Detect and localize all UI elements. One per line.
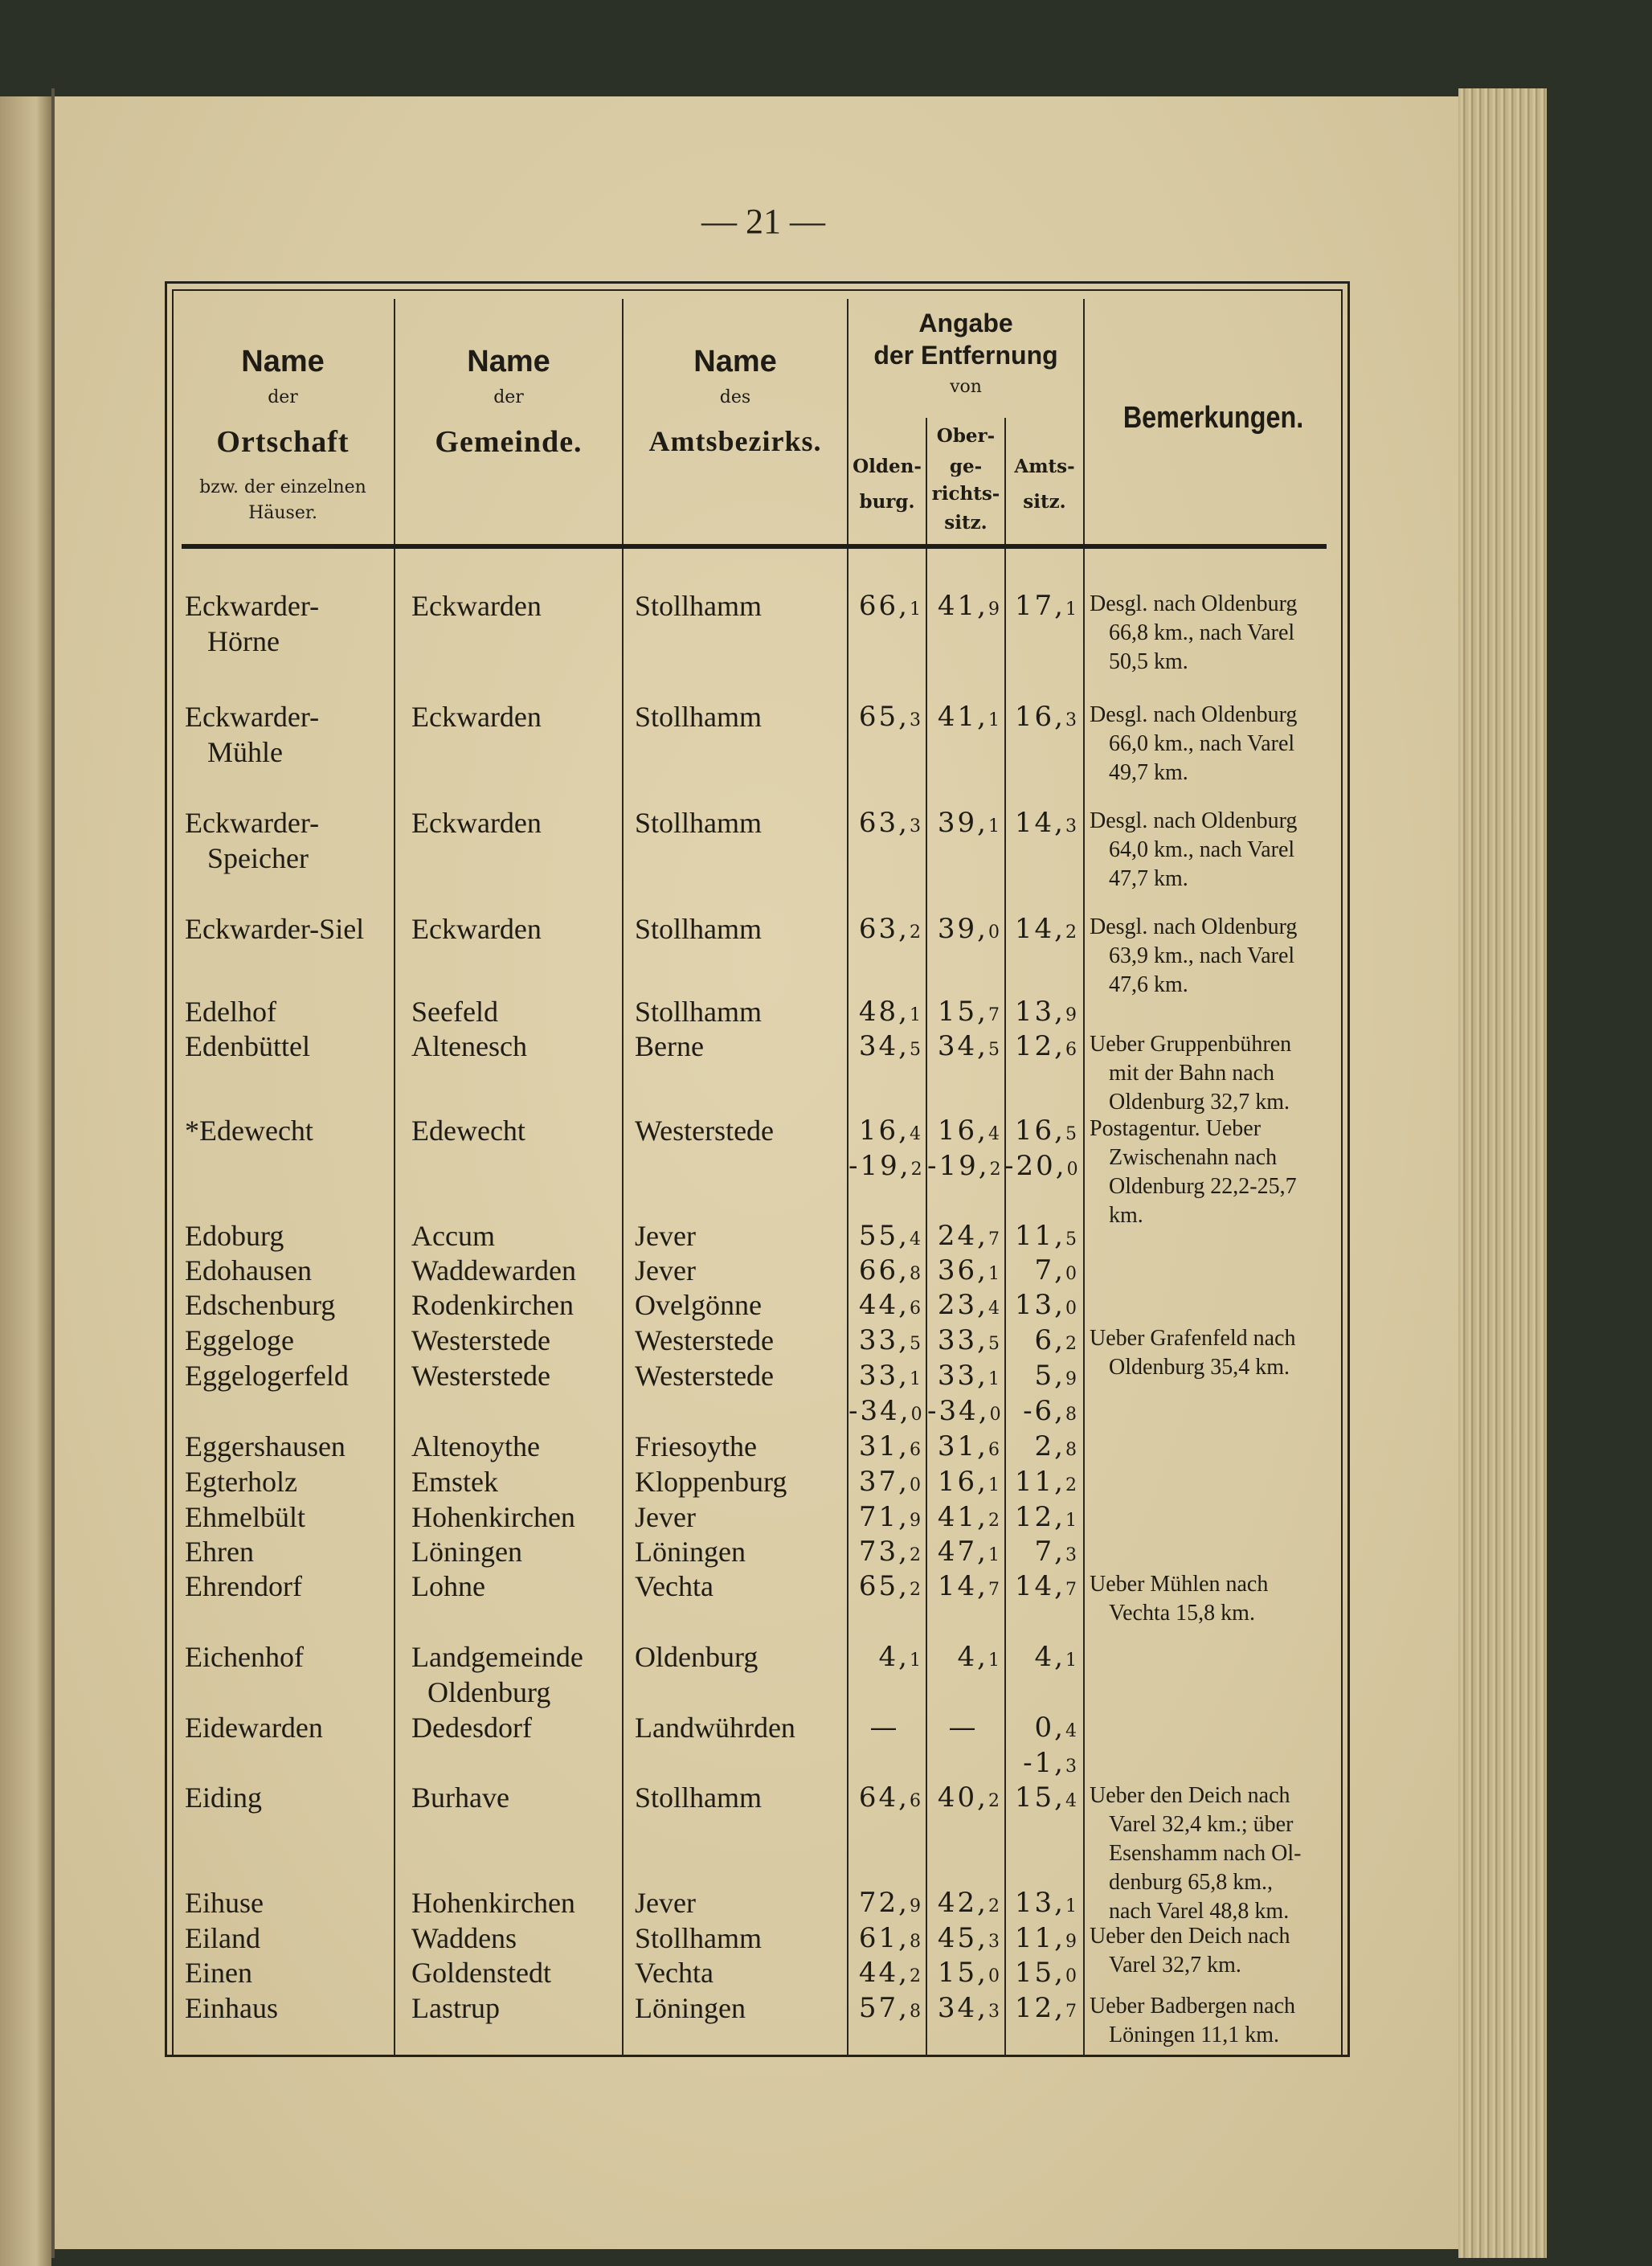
gemeinde-name: Waddewarden [411, 1254, 576, 1286]
distance-oldenburg: 66,8 [858, 1254, 921, 1286]
ortschaft-name: Eggelogerfeld [185, 1360, 349, 1392]
ortschaft-name: Einen [185, 1957, 252, 1989]
gemeinde-name: Goldenstedt [411, 1957, 551, 1989]
header-gemeinde-der: der [493, 387, 524, 407]
amtsbezirk-name: Stollhamm [635, 590, 763, 622]
distance-oldenburg: -34,0 [848, 1395, 922, 1427]
bemerkung-line: Oldenburg 32,7 km. [1109, 1090, 1290, 1115]
ortschaft-name: Eidewarden [185, 1712, 323, 1744]
gemeinde-name: Eckwarden [411, 590, 542, 622]
distance-oldenburg: 4,1 [878, 1641, 921, 1673]
distance-amtssitz: 7,3 [1034, 1536, 1077, 1568]
amtsbezirk-name: Stollhamm [635, 1922, 763, 1954]
gemeinde-name: Rodenkirchen [411, 1289, 574, 1321]
bemerkung-line: Zwischenahn nach [1109, 1145, 1278, 1170]
distance-amtssitz: 14,2 [1014, 913, 1077, 945]
header-ort-der: der [268, 387, 298, 407]
bemerkung-line: 66,0 km., nach Varel [1109, 731, 1295, 756]
amtsbezirk-name: Löningen [635, 1992, 746, 2024]
bemerkung-line: Ueber Gruppenbühren [1090, 1032, 1292, 1057]
distance-oldenburg: 64,6 [858, 1781, 921, 1814]
ortschaft-name: Ehrendorf [185, 1570, 302, 1602]
distance-obergerichtssitz: 42,2 [937, 1887, 1000, 1919]
distance-amtssitz: 2,8 [1034, 1430, 1077, 1462]
distance-oldenburg: 16,4 [858, 1115, 921, 1147]
ortschaft-name: Hörne [207, 625, 280, 657]
header-amtssitz-l1: Amts- [1014, 456, 1075, 477]
amtsbezirk-name: Westerstede [635, 1360, 775, 1392]
page-stack-edge [1458, 88, 1547, 2258]
distance-amtssitz: 12,6 [1014, 1030, 1077, 1062]
distance-amtssitz: 15,4 [1014, 1781, 1077, 1814]
distance-oldenburg: 72,9 [858, 1887, 921, 1919]
header-oldenburg-l1: Olden- [853, 456, 922, 477]
bemerkung-line: km. [1109, 1203, 1143, 1228]
bemerkung [1090, 1992, 1355, 2050]
distance-oldenburg: 33,5 [858, 1324, 921, 1356]
distance-oldenburg: 55,4 [858, 1220, 921, 1252]
distance-amtssitz: 11,9 [1014, 1922, 1077, 1954]
distance-amtssitz: 13,0 [1014, 1289, 1077, 1321]
distance-amtssitz: 17,1 [1014, 590, 1077, 622]
bemerkung-line: 64,0 km., nach Varel [1109, 837, 1295, 862]
amtsbezirk-name: Jever [635, 1887, 696, 1919]
header-amt-title: Amtsbezirks. [648, 425, 822, 457]
ortschaft-name: Eihuse [185, 1887, 264, 1919]
amtsbezirk-name: Westerstede [635, 1324, 775, 1356]
bemerkung-line: Desgl. nach Oldenburg [1090, 702, 1298, 727]
gemeinde-name: Eckwarden [411, 913, 542, 945]
bemerkung-line: Vechta 15,8 km. [1109, 1601, 1255, 1626]
bemerkung-line: 63,9 km., nach Varel [1109, 943, 1295, 968]
header-ort-title: Ortschaft [216, 425, 350, 459]
gemeinde-name: Lastrup [411, 1992, 500, 2024]
ortschaft-name: Eiland [185, 1922, 260, 1954]
col-divider-6 [1083, 299, 1085, 2055]
gemeinde-name: Altenoythe [411, 1430, 540, 1462]
distance-oldenburg: 57,8 [858, 1992, 921, 2024]
distance-obergerichtssitz: 16,4 [937, 1115, 1000, 1147]
gemeinde-name: Oldenburg [427, 1676, 551, 1708]
distance-obergerichtssitz: 41,1 [937, 701, 1000, 733]
bemerkung [1090, 1570, 1355, 1628]
gemeinde-name: Westerstede [411, 1360, 551, 1392]
bemerkung [1090, 1781, 1355, 1926]
bemerkung [1090, 807, 1355, 894]
ortschaft-name: Edenbüttel [185, 1030, 310, 1062]
distance-obergerichtssitz: 36,1 [937, 1254, 1000, 1286]
bemerkung-line: Oldenburg 22,2-25,7 [1109, 1174, 1297, 1199]
header-oldenburg-l2: burg. [859, 491, 915, 513]
ortschaft-name: Ehmelbült [185, 1501, 305, 1533]
distance-amtssitz: 11,5 [1014, 1220, 1077, 1252]
gemeinde-name: Dedesdorf [411, 1712, 532, 1744]
gemeinde-name: Altenesch [411, 1030, 527, 1062]
ortschaft-name: Edoburg [185, 1220, 284, 1252]
ortschaft-name: Mühle [207, 736, 283, 768]
distance-obergerichtssitz: 23,4 [937, 1289, 1000, 1321]
distance-oldenburg: 44,6 [858, 1289, 921, 1321]
distance-obergerichtssitz: 34,3 [937, 1992, 1000, 2024]
distance-amtssitz: 13,9 [1014, 996, 1077, 1028]
amtsbezirk-name: Vechta [635, 1570, 714, 1602]
bemerkung-line: Desgl. nach Oldenburg [1090, 914, 1298, 939]
bemerkung-line: denburg 65,8 km., [1109, 1870, 1274, 1895]
distance-amtssitz: 16,5 [1014, 1115, 1077, 1147]
distance-amtssitz: 6,2 [1034, 1324, 1077, 1356]
distance-oldenburg: — [869, 1712, 900, 1744]
bemerkung-line: 49,7 km. [1109, 760, 1188, 785]
distance-obergerichtssitz: 14,7 [937, 1570, 1000, 1602]
col-divider-1 [394, 299, 395, 2055]
bemerkung-line: 47,7 km. [1109, 866, 1188, 891]
distance-oldenburg: 63,3 [858, 807, 921, 839]
bemerkung [1090, 1922, 1355, 1980]
header-rule [182, 544, 1327, 549]
distance-amtssitz: 4,1 [1034, 1641, 1077, 1673]
amtsbezirk-name: Stollhamm [635, 913, 763, 945]
distance-oldenburg: 44,2 [858, 1957, 921, 1989]
header-obergericht-l2: ge- [949, 456, 983, 477]
distance-amtssitz: 0,4 [1034, 1712, 1077, 1744]
ortschaft-name: Eckwarder- [185, 807, 320, 839]
bemerkung [1090, 1115, 1355, 1230]
header-obergericht-l1: Ober- [936, 425, 996, 447]
distance-obergerichtssitz: 16,1 [937, 1466, 1000, 1498]
header-entfernung-line1: Angabe [918, 309, 1013, 337]
bemerkung-line: Ueber Badbergen nach [1090, 1994, 1296, 2019]
distance-obergerichtssitz: 34,5 [937, 1030, 1000, 1062]
header-entfernung-line3: von [950, 377, 982, 397]
gemeinde-name: Waddens [411, 1922, 517, 1954]
distance-amtssitz: 16,3 [1014, 701, 1077, 733]
amtsbezirk-name: Oldenburg [635, 1641, 759, 1673]
distance-obergerichtssitz: 40,2 [937, 1781, 1000, 1814]
amtsbezirk-name: Jever [635, 1501, 696, 1533]
ortschaft-name: Ehren [185, 1536, 254, 1568]
ortschaft-name: Eggershausen [185, 1430, 346, 1462]
distance-amtssitz: 12,7 [1014, 1992, 1077, 2024]
distance-oldenburg: 34,5 [858, 1030, 921, 1062]
distance-obergerichtssitz: 15,7 [937, 996, 1000, 1028]
header-gemeinde-title: Gemeinde. [435, 425, 583, 459]
amtsbezirk-name: Stollhamm [635, 807, 763, 839]
header-ort-name: Name [241, 345, 325, 378]
bemerkung-line: Desgl. nach Oldenburg [1090, 591, 1298, 616]
bemerkung-line: Ueber Mühlen nach [1090, 1572, 1269, 1597]
bemerkung-line: nach Varel 48,8 km. [1109, 1899, 1290, 1924]
bemerkung-line: Ueber den Deich nach [1090, 1924, 1290, 1949]
distance-amtssitz: -1,3 [1023, 1747, 1077, 1779]
header-ort-sub2: Häuser. [248, 503, 317, 523]
bemerkung-line: 50,5 km. [1109, 649, 1188, 674]
distance-obergerichtssitz: 45,3 [937, 1922, 1000, 1954]
ortschaft-name: Edelhof [185, 996, 276, 1028]
header-bemerkungen: Bemerkungen. [1122, 401, 1304, 435]
bemerkung-line: Postagentur. Ueber [1090, 1116, 1261, 1141]
distance-oldenburg: 33,1 [858, 1360, 921, 1392]
gemeinde-name: Hohenkirchen [411, 1501, 575, 1533]
amtsbezirk-name: Kloppenburg [635, 1466, 787, 1498]
ortschaft-name: *Edewecht [185, 1115, 313, 1147]
amtsbezirk-name: Löningen [635, 1536, 746, 1568]
distance-obergerichtssitz: 41,2 [937, 1501, 1000, 1533]
distance-oldenburg: 48,1 [858, 996, 921, 1028]
gemeinde-name: Seefeld [411, 996, 498, 1028]
header-ort-sub1: bzw. der einzelnen [199, 477, 366, 497]
amtsbezirk-name: Stollhamm [635, 996, 763, 1028]
ortschaft-name: Egterholz [185, 1466, 297, 1498]
bemerkung-line: Ueber den Deich nach [1090, 1783, 1290, 1808]
bemerkung [1090, 1324, 1355, 1382]
amtsbezirk-name: Vechta [635, 1957, 714, 1989]
header-obergericht-l4: sitz. [944, 512, 988, 534]
distance-obergerichtssitz: 39,0 [937, 913, 1000, 945]
distance-oldenburg: -19,2 [848, 1150, 922, 1182]
ortschaft-name: Eckwarder- [185, 701, 320, 733]
distance-obergerichtssitz: 41,9 [937, 590, 1000, 622]
ortschaft-name: Eckwarder- [185, 590, 320, 622]
gemeinde-name: Eckwarden [411, 701, 542, 733]
distance-obergerichtssitz: 31,6 [937, 1430, 1000, 1462]
page-number: — 21 — [701, 202, 825, 241]
amtsbezirk-name: Ovelgönne [635, 1289, 762, 1321]
bemerkung-line: Varel 32,4 km.; über [1109, 1812, 1294, 1837]
ortschaft-name: Eggeloge [185, 1324, 294, 1356]
ortschaft-name: Einhaus [185, 1992, 278, 2024]
header-amt-des: des [719, 387, 751, 407]
distance-obergerichtssitz: 47,1 [937, 1536, 1000, 1568]
distance-obergerichtssitz: 15,0 [937, 1957, 1000, 1989]
distance-oldenburg: 73,2 [858, 1536, 921, 1568]
gemeinde-name: Hohenkirchen [411, 1887, 575, 1919]
ortschaft-name: Edohausen [185, 1254, 312, 1286]
bemerkung [1090, 1030, 1355, 1117]
distance-obergerichtssitz: 24,7 [937, 1220, 1000, 1252]
gemeinde-name: Landgemeinde [411, 1641, 583, 1673]
distance-obergerichtssitz: 39,1 [937, 807, 1000, 839]
distance-oldenburg: 65,3 [858, 701, 921, 733]
amtsbezirk-name: Landwührden [635, 1712, 795, 1744]
bemerkung-line: Oldenburg 35,4 km. [1109, 1355, 1290, 1380]
gemeinde-name: Accum [411, 1220, 495, 1252]
bemerkung-line: 47,6 km. [1109, 972, 1188, 997]
ortschaft-name: Edschenburg [185, 1289, 336, 1321]
distance-amtssitz: -6,8 [1023, 1395, 1077, 1427]
distance-amtssitz: 14,7 [1014, 1570, 1077, 1602]
header-gemeinde-name: Name [467, 345, 550, 378]
distance-oldenburg: 63,2 [858, 913, 921, 945]
bemerkung [1090, 701, 1355, 787]
ortschaft-name: Eiding [185, 1781, 262, 1814]
distance-obergerichtssitz: 4,1 [957, 1641, 1000, 1673]
distance-amtssitz: 14,3 [1014, 807, 1077, 839]
amtsbezirk-name: Stollhamm [635, 1781, 763, 1814]
gemeinde-name: Löningen [411, 1536, 522, 1568]
amtsbezirk-name: Westerstede [635, 1115, 775, 1147]
distance-amtssitz: 5,9 [1034, 1360, 1077, 1392]
bemerkung-line: mit der Bahn nach [1109, 1061, 1275, 1086]
left-page-edge [0, 96, 51, 2266]
bemerkung-line: Ueber Grafenfeld nach [1090, 1326, 1296, 1351]
distance-amtssitz: 15,0 [1014, 1957, 1077, 1989]
distance-obergerichtssitz: 33,1 [937, 1360, 1000, 1392]
bemerkung-line: Desgl. nach Oldenburg [1090, 808, 1298, 833]
distance-oldenburg: 65,2 [858, 1570, 921, 1602]
amtsbezirk-name: Berne [635, 1030, 704, 1062]
header-entfernung-line2: der Entfernung [873, 341, 1058, 370]
amtsbezirk-name: Jever [635, 1220, 696, 1252]
distance-obergerichtssitz: -19,2 [927, 1150, 1001, 1182]
header-amt-name: Name [693, 345, 777, 378]
bemerkung [1090, 590, 1355, 677]
bemerkung-line: Löningen 11,1 km. [1109, 2023, 1280, 2047]
distance-amtssitz: 7,0 [1034, 1254, 1077, 1286]
distance-obergerichtssitz: 33,5 [937, 1324, 1000, 1356]
header-amtssitz-l2: sitz. [1023, 491, 1066, 513]
gemeinde-name: Eckwarden [411, 807, 542, 839]
distance-amtssitz: 11,2 [1014, 1466, 1077, 1498]
ortschaft-name: Eichenhof [185, 1641, 304, 1673]
amtsbezirk-name: Friesoythe [635, 1430, 757, 1462]
gemeinde-name: Edewecht [411, 1115, 525, 1147]
distance-oldenburg: 71,9 [858, 1501, 921, 1533]
header-obergericht-l3: richts- [931, 483, 1000, 505]
distance-oldenburg: 61,8 [858, 1922, 921, 1954]
distance-oldenburg: 66,1 [858, 590, 921, 622]
bemerkung-line: Varel 32,7 km. [1109, 1953, 1241, 1978]
distance-oldenburg: 37,0 [858, 1466, 921, 1498]
bemerkung-line: Esenshamm nach Ol- [1109, 1841, 1302, 1866]
distance-obergerichtssitz: -34,0 [927, 1395, 1001, 1427]
gemeinde-name: Emstek [411, 1466, 498, 1498]
gemeinde-name: Westerstede [411, 1324, 551, 1356]
gemeinde-name: Burhave [411, 1781, 509, 1814]
distance-amtssitz: 12,1 [1014, 1501, 1077, 1533]
distance-amtssitz: -20,0 [1004, 1150, 1078, 1182]
ortschaft-name: Eckwarder-Siel [185, 913, 365, 945]
distance-obergerichtssitz: — [948, 1712, 979, 1744]
amtsbezirk-name: Stollhamm [635, 701, 763, 733]
bemerkung-line: 66,8 km., nach Varel [1109, 620, 1295, 645]
ortschaft-name: Speicher [207, 842, 309, 874]
bemerkung [1090, 913, 1355, 1000]
amtsbezirk-name: Jever [635, 1254, 696, 1286]
col-divider-2 [622, 299, 624, 2055]
distance-amtssitz: 13,1 [1014, 1887, 1077, 1919]
distance-oldenburg: 31,6 [858, 1430, 921, 1462]
gemeinde-name: Lohne [411, 1570, 485, 1602]
